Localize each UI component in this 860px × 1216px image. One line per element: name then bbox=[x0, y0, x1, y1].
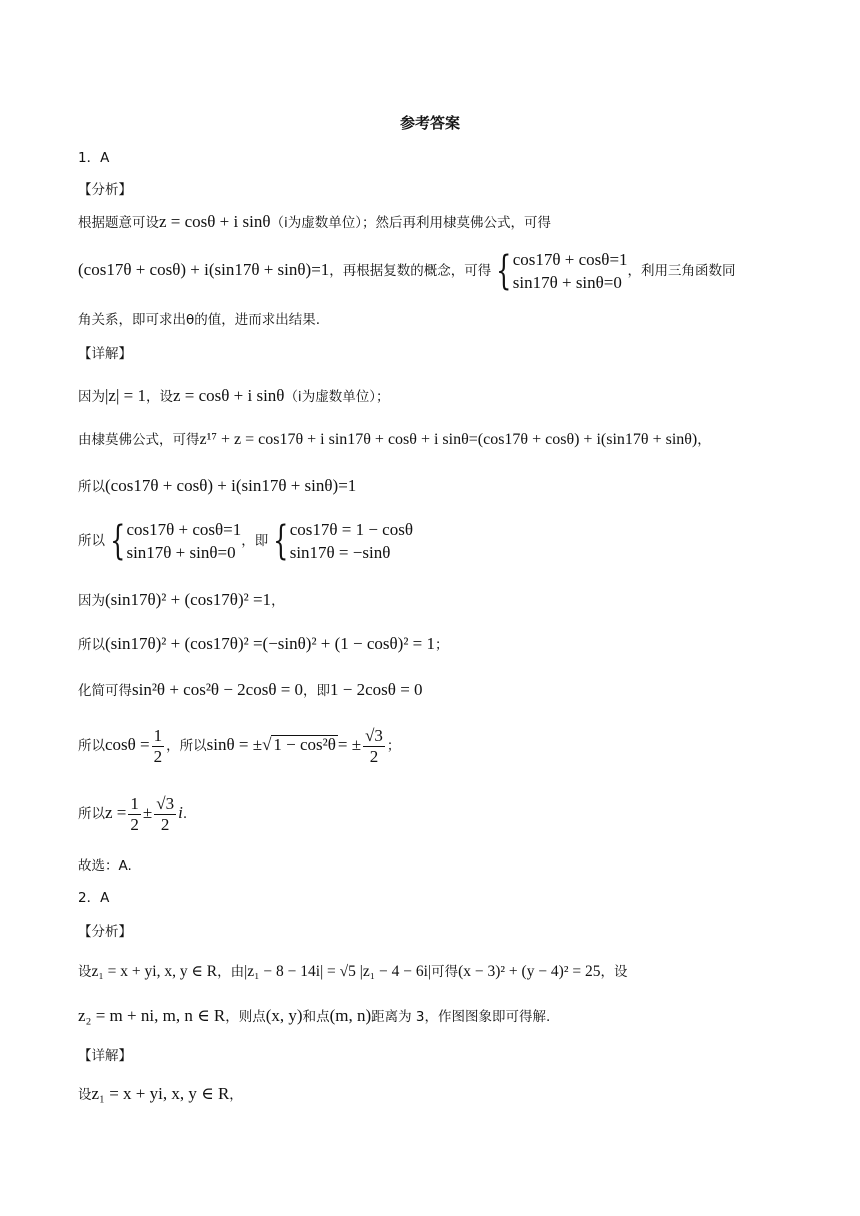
text: 设 bbox=[78, 1087, 92, 1103]
q1-analysis-line2 bbox=[78, 247, 800, 294]
q2-analysis-line1 bbox=[78, 962, 800, 982]
denominator: 2 bbox=[130, 814, 139, 834]
formula: ± bbox=[142, 803, 153, 822]
text: 化简可得 bbox=[78, 683, 132, 699]
equation-system bbox=[513, 248, 628, 294]
q1-detail-line9 bbox=[78, 790, 800, 837]
eq-line: cos17θ = 1 − cosθ bbox=[289, 520, 413, 539]
formula: z¹⁷ + z = cos17θ + i sin17θ + cosθ + i sinθ=(cos17θ + cosθ) + i(sin17θ + sinθ) bbox=[199, 431, 698, 448]
fraction bbox=[128, 794, 141, 835]
text: 所以 bbox=[78, 479, 105, 495]
formula: (m, n) bbox=[329, 1006, 372, 1025]
formula: = ± bbox=[337, 735, 362, 754]
q1-answer: 故选：A. bbox=[78, 858, 132, 874]
denominator: 2 bbox=[153, 746, 163, 766]
text: ； bbox=[386, 738, 401, 754]
page-title: 参考答案 bbox=[399, 114, 460, 132]
q2-heading: 2．A bbox=[78, 890, 110, 906]
text: 因为 bbox=[78, 593, 105, 609]
equation-system bbox=[126, 518, 241, 564]
denominator: 2 bbox=[160, 814, 170, 834]
formula: z = cosθ + i sinθ bbox=[159, 212, 271, 231]
text: ，即 bbox=[241, 533, 269, 549]
text: ， bbox=[697, 432, 711, 448]
eq-line: sin17θ + sinθ=0 bbox=[512, 273, 622, 292]
text: 根据题意可设 bbox=[78, 215, 159, 231]
q1-detail-line4 bbox=[78, 518, 800, 564]
formula: z₁ = x + yi, x, y ∈ R bbox=[91, 1084, 230, 1103]
formula: sin²θ + cos²θ − 2cosθ = 0 bbox=[132, 680, 304, 699]
q1-detail-label: 【详解】 bbox=[78, 346, 132, 362]
text: ， bbox=[229, 1087, 243, 1103]
numerator: √3 bbox=[156, 793, 175, 813]
text: 和点 bbox=[302, 1009, 330, 1025]
formula: (sin17θ)² + (cos17θ)² =1 bbox=[105, 590, 272, 609]
q1-detail-line3 bbox=[78, 476, 800, 497]
text: 因为 bbox=[78, 389, 105, 405]
text: ， bbox=[271, 593, 285, 609]
text: （i为虚数单位）；然后再利用棣莫佛公式，可得 bbox=[270, 215, 551, 231]
q1-detail-line7 bbox=[78, 680, 800, 701]
formula: z₁ = x + yi, x, y ∈ R bbox=[91, 963, 218, 980]
text: 所以 bbox=[78, 533, 105, 549]
text: ，设 bbox=[145, 389, 173, 405]
eq-line: sin17θ + sinθ=0 bbox=[126, 543, 236, 562]
q1-detail-line8 bbox=[78, 722, 800, 769]
imaginary-unit: i bbox=[178, 803, 183, 822]
q2-analysis-line2 bbox=[78, 1006, 800, 1027]
text: ，所以 bbox=[166, 738, 207, 754]
text: 由棣莫佛公式，可得 bbox=[78, 432, 200, 448]
formula: z = cosθ + i sinθ bbox=[172, 386, 285, 405]
text: ，即 bbox=[303, 683, 331, 699]
formula: z = bbox=[105, 803, 127, 822]
formula: (x − 3)² + (y − 4)² = 25 bbox=[458, 963, 601, 980]
left-brace: { bbox=[496, 248, 512, 294]
text: ，利用三角函数同 bbox=[627, 263, 736, 279]
formula: 1 − 2cosθ = 0 bbox=[330, 680, 423, 699]
text: . bbox=[182, 806, 188, 822]
formula: cosθ = bbox=[105, 735, 150, 754]
sqrt-sign: √ bbox=[262, 735, 272, 754]
text: ； bbox=[435, 637, 449, 653]
q1-detail-line2 bbox=[78, 430, 800, 450]
left-brace: { bbox=[110, 518, 126, 564]
numerator: 1 bbox=[153, 725, 163, 745]
eq-line: cos17θ + cosθ=1 bbox=[126, 520, 242, 539]
text: 所以 bbox=[78, 637, 105, 653]
formula: (x, y) bbox=[265, 1006, 303, 1025]
q1-heading: 1．A bbox=[78, 150, 110, 166]
numerator: 1 bbox=[130, 793, 139, 813]
eq-line: sin17θ = −sinθ bbox=[289, 543, 391, 562]
eq-line: cos17θ + cosθ=1 bbox=[512, 250, 628, 269]
text: 可得 bbox=[431, 964, 459, 980]
formula: (cos17θ + cosθ) + i(sin17θ + sinθ)=1 bbox=[78, 260, 330, 279]
q1-analysis-line3: 角关系，即可求出θ的值，进而求出结果. bbox=[78, 312, 321, 328]
formula: z₂ = m + ni, m, n ∈ R bbox=[78, 1006, 226, 1025]
q1-analysis-label: 【分析】 bbox=[78, 182, 132, 198]
denominator: 2 bbox=[369, 746, 379, 766]
text: ，再根据复数的概念，可得 bbox=[329, 263, 492, 279]
sqrt-radicand: 1 − cos²θ bbox=[273, 735, 336, 754]
text: ，则点 bbox=[225, 1009, 266, 1025]
text: 设 bbox=[78, 964, 92, 980]
fraction bbox=[363, 726, 385, 767]
text: （i为虚数单位）； bbox=[284, 389, 390, 405]
fraction bbox=[154, 794, 176, 835]
q1-analysis-line1 bbox=[78, 212, 800, 233]
formula: |z₁ − 8 − 14i| = √5 |z₁ − 4 − 6i| bbox=[244, 963, 432, 980]
q1-detail-line5 bbox=[78, 590, 800, 611]
q1-detail-line1 bbox=[78, 386, 800, 407]
text: 所以 bbox=[78, 738, 105, 754]
text: ，由 bbox=[217, 964, 245, 980]
formula: (cos17θ + cosθ) + i(sin17θ + sinθ)=1 bbox=[105, 476, 357, 495]
text: ，设 bbox=[600, 964, 628, 980]
numerator: √3 bbox=[365, 725, 383, 745]
q2-detail-label: 【详解】 bbox=[78, 1048, 132, 1064]
equation-system bbox=[290, 518, 413, 564]
fraction bbox=[152, 726, 165, 767]
text: 所以 bbox=[78, 806, 105, 822]
formula: sinθ = ± bbox=[206, 735, 263, 754]
q1-detail-line6 bbox=[78, 634, 800, 655]
q2-detail-line1 bbox=[78, 1084, 800, 1105]
q2-analysis-label: 【分析】 bbox=[78, 924, 132, 940]
formula: |z| = 1 bbox=[105, 386, 146, 405]
left-brace: { bbox=[273, 518, 289, 564]
formula: (sin17θ)² + (cos17θ)² =(−sinθ)² + (1 − cosθ)² = 1 bbox=[105, 634, 436, 653]
text: 距离为 3，作图图象即可得解. bbox=[371, 1009, 551, 1025]
